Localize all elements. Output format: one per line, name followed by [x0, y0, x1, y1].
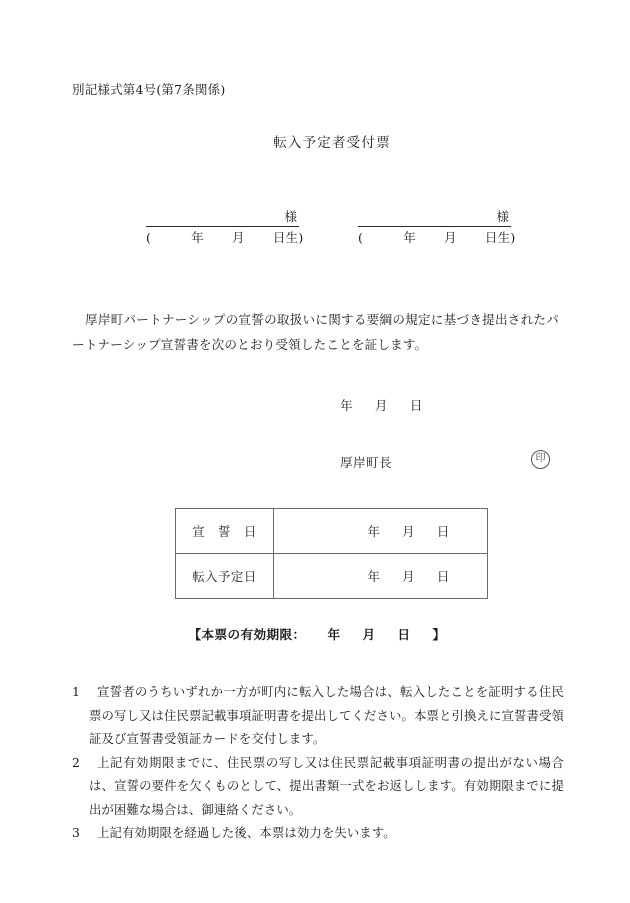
- birth-year-label-2: 年: [403, 230, 416, 245]
- note-number-1: 1: [72, 684, 80, 699]
- oath-month-label: 月: [402, 524, 415, 539]
- issue-day-label: 日: [409, 398, 423, 413]
- move-in-year-label: 年: [367, 569, 381, 584]
- move-in-month-label: 月: [402, 569, 415, 584]
- list-item: [72, 680, 564, 751]
- page-title: 転入予定者受付票: [273, 135, 391, 151]
- table-row: [176, 509, 488, 554]
- birth-day-label-1: 日生): [272, 230, 304, 245]
- note-text-2: 上記有効期限までに、住民票の写し又は住民票記載事項証明書の提出がない場合は、宣誓の要件を欠くものとして、提出書類一式をお返しします。有効期限までに提出が困難な場合は、御連絡ください。: [89, 754, 564, 817]
- note-number-3: 3: [72, 825, 80, 840]
- row-value-oath-date[interactable]: [274, 509, 488, 554]
- row-label-oath-date: 宣 誓 日: [176, 509, 274, 554]
- seal-icon: 印: [531, 450, 550, 469]
- birth-day-label-2: 日生): [484, 230, 516, 245]
- list-item: [72, 751, 564, 822]
- validity-year-label: 年: [327, 627, 341, 642]
- birth-month-label-1: 月: [232, 230, 245, 245]
- row-value-move-in-date[interactable]: [274, 554, 488, 599]
- note-text-3: 上記有効期限を経過した後、本票は効力を失います。: [97, 825, 396, 840]
- oath-year-label: 年: [367, 524, 381, 539]
- oath-day-label: 日: [436, 524, 450, 539]
- form-number: 別記様式第4号(第7条関係): [72, 82, 226, 97]
- validity-day-label: 日: [397, 627, 411, 642]
- issue-year-label: 年: [340, 398, 353, 413]
- dates-table: [175, 508, 488, 599]
- note-number-2: 2: [72, 754, 80, 770]
- table-row: [176, 554, 488, 599]
- birth-year-label-1: 年: [191, 230, 204, 245]
- paren-open-2: (: [358, 230, 364, 245]
- move-in-day-label: 日: [436, 569, 450, 584]
- applicant-block-2: [358, 206, 516, 247]
- validity-notice: [0, 624, 630, 643]
- note-text-1: 宣誓者のうちいずれか一方が町内に転入した場合は、転入したことを証明する住民票の写し又は住民票記載事項証明書を提出してください。本票と引換えに宣誓書受領証及び宣誓書受領証カードを交付します。: [89, 684, 564, 746]
- issue-date-line: [340, 395, 423, 414]
- row-label-move-in-date: 転入予定日: [176, 554, 274, 599]
- applicant-block-1: [146, 206, 304, 247]
- applicant-name-field-2[interactable]: 様: [358, 206, 511, 227]
- issuer-name: 厚岸町長: [340, 455, 392, 470]
- applicant-birthdate-1: [146, 229, 304, 247]
- body-paragraph: 厚岸町パートナーシップの宣誓の取扱いに関する要綱の規定に基づき提出されたパートナーシップ宣誓書を次のとおり受領したことを証します。: [72, 312, 559, 352]
- issuer-row: [340, 452, 550, 471]
- validity-prefix: 【本票の有効期限：: [188, 627, 306, 642]
- applicant-birthdate-2: [358, 229, 516, 247]
- list-item: [72, 821, 564, 845]
- notes-list: [72, 680, 564, 845]
- applicant-name-row: [0, 206, 630, 256]
- validity-month-label: 月: [362, 627, 376, 642]
- birth-month-label-2: 月: [444, 230, 457, 245]
- validity-suffix: 】: [432, 627, 446, 642]
- paren-open-1: (: [146, 230, 152, 245]
- issue-month-label: 月: [374, 398, 388, 413]
- applicant-name-field-1[interactable]: 様: [146, 206, 299, 227]
